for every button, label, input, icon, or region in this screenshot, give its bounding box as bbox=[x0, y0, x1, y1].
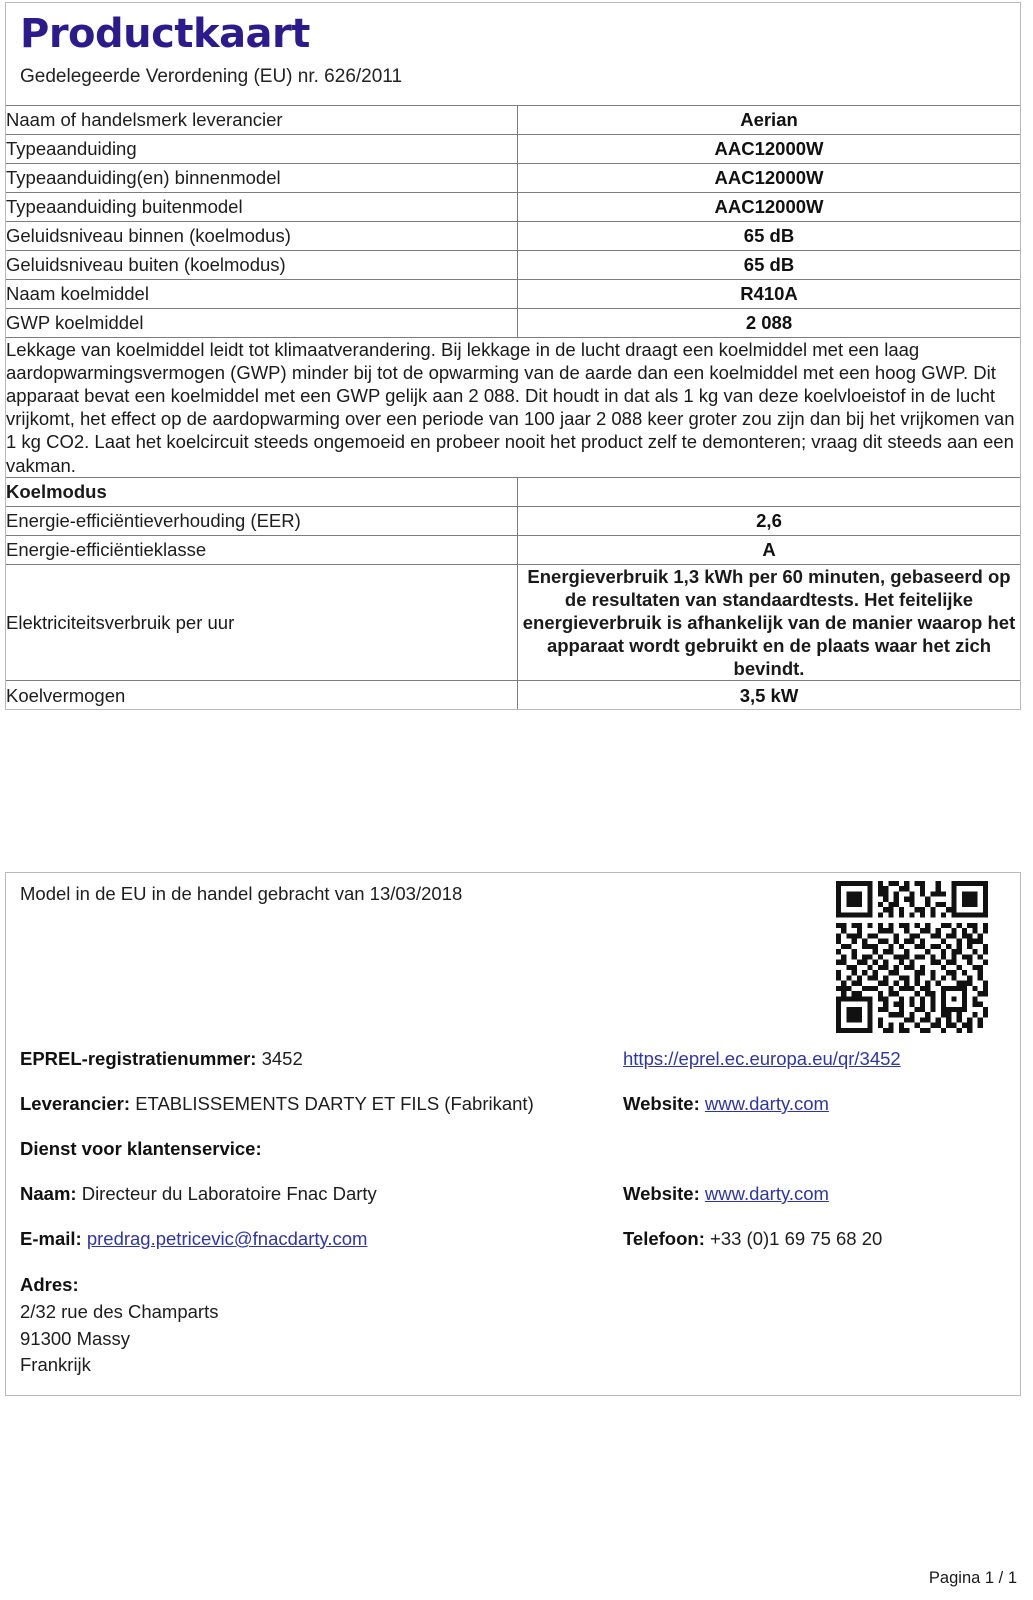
contact-name-row bbox=[6, 1183, 1020, 1228]
spec-label: GWP koelmiddel bbox=[6, 308, 518, 337]
table-row bbox=[6, 564, 1020, 681]
contact-details bbox=[6, 1048, 1020, 1273]
supplier-website-link[interactable]: www.darty.com bbox=[704, 1093, 829, 1114]
consumption-value: Energieverbruik 1,3 kWh per 60 minuten, gebaseerd op de resultaten van standaardtests. Het feitelijke energieverbruik is afhankelijk van de manier waarop het apparaat wordt gebruikt en de plaats waar het zich bevindt. bbox=[518, 564, 1021, 681]
table-row bbox=[6, 535, 1020, 564]
contact-name-value: Directeur du Laboratoire Fnac Darty bbox=[81, 1183, 377, 1204]
spec-value: 2 088 bbox=[518, 308, 1021, 337]
eprel-registration bbox=[20, 1048, 303, 1070]
spec-label: Typeaanduiding buitenmodel bbox=[6, 192, 518, 221]
service-website-link[interactable]: www.darty.com bbox=[704, 1183, 829, 1204]
market-placement-date: Model in de EU in de handel gebracht van 13/03/2018 bbox=[20, 883, 463, 904]
eprel-row bbox=[6, 1048, 1020, 1093]
registration-contact-panel bbox=[5, 872, 1021, 1396]
email-link[interactable]: predrag.petricevic@fnacdarty.com bbox=[86, 1228, 368, 1249]
consumption-label: Elektriciteitsverbruik per uur bbox=[6, 564, 518, 681]
table-row bbox=[6, 308, 1020, 337]
contact-email-row bbox=[6, 1228, 1020, 1273]
address-line-1: 2/32 rue des Champarts bbox=[20, 1301, 219, 1323]
spec-value: AAC12000W bbox=[518, 163, 1021, 192]
contact-name-label: Naam: bbox=[20, 1183, 77, 1204]
customer-service-title: Dienst voor klantenservice: bbox=[20, 1138, 262, 1159]
energy-class-value: A bbox=[518, 535, 1021, 564]
document-subtitle: Gedelegeerde Verordening (EU) nr. 626/2011 bbox=[20, 66, 403, 88]
specification-table bbox=[6, 105, 1020, 709]
eprel-value: 3452 bbox=[261, 1048, 303, 1069]
eprel-label: EPREL-registratienummer: bbox=[20, 1048, 257, 1069]
customer-service-heading-row bbox=[6, 1138, 1020, 1183]
eprel-url-wrap bbox=[623, 1048, 901, 1070]
cooling-section-header-row bbox=[6, 477, 1020, 506]
table-row bbox=[6, 221, 1020, 250]
customer-service-title-wrap bbox=[20, 1138, 262, 1160]
spec-value: 65 dB bbox=[518, 250, 1021, 279]
eprel-url-link[interactable]: https://eprel.ec.europa.eu/qr/3452 bbox=[623, 1048, 901, 1069]
table-row bbox=[6, 163, 1020, 192]
spec-label: Naam koelmiddel bbox=[6, 279, 518, 308]
spec-value: R410A bbox=[518, 279, 1021, 308]
spec-value: 65 dB bbox=[518, 221, 1021, 250]
spec-value: AAC12000W bbox=[518, 192, 1021, 221]
table-row bbox=[6, 681, 1020, 710]
contact-email bbox=[20, 1228, 367, 1250]
page-title: Productkaart bbox=[20, 11, 310, 57]
supplier-info bbox=[20, 1093, 534, 1115]
page-indicator: Pagina 1 / 1 bbox=[928, 1569, 1017, 1587]
table-row bbox=[6, 506, 1020, 535]
capacity-value: 3,5 kW bbox=[518, 681, 1021, 710]
capacity-label: Koelvermogen bbox=[6, 681, 518, 710]
contact-phone bbox=[623, 1228, 882, 1250]
address-line-3: Frankrijk bbox=[20, 1353, 91, 1375]
energy-class-label: Energie-efficiëntieklasse bbox=[6, 535, 518, 564]
postal-address bbox=[20, 1272, 218, 1378]
email-label: E-mail: bbox=[20, 1228, 82, 1249]
cooling-section-blank bbox=[518, 477, 1021, 506]
table-row bbox=[6, 250, 1020, 279]
spec-value: AAC12000W bbox=[518, 134, 1021, 163]
table-row bbox=[6, 134, 1020, 163]
spec-label: Typeaanduiding bbox=[6, 134, 518, 163]
phone-label: Telefoon: bbox=[623, 1228, 705, 1249]
supplier-value: ETABLISSEMENTS DARTY ET FILS (Fabrikant) bbox=[135, 1093, 534, 1114]
address-label: Adres: bbox=[20, 1274, 79, 1295]
address-line-2: 91300 Massy bbox=[20, 1327, 131, 1349]
refrigerant-notice-row bbox=[6, 337, 1020, 477]
contact-name bbox=[20, 1183, 377, 1205]
cooling-section-title: Koelmodus bbox=[6, 477, 518, 506]
service-website bbox=[623, 1183, 829, 1205]
spec-label: Typeaanduiding(en) binnenmodel bbox=[6, 163, 518, 192]
eer-value: 2,6 bbox=[518, 506, 1021, 535]
table-row bbox=[6, 279, 1020, 308]
document-header bbox=[6, 3, 1020, 105]
service-website-label: Website: bbox=[623, 1183, 700, 1204]
supplier-website bbox=[623, 1093, 829, 1115]
eer-label: Energie-efficiëntieverhouding (EER) bbox=[6, 506, 518, 535]
phone-value: +33 (0)1 69 75 68 20 bbox=[710, 1228, 883, 1249]
spec-label: Geluidsniveau binnen (koelmodus) bbox=[6, 221, 518, 250]
supplier-label: Leverancier: bbox=[20, 1093, 131, 1114]
table-row bbox=[6, 105, 1020, 134]
specification-panel bbox=[5, 2, 1021, 710]
spec-value: Aerian bbox=[518, 105, 1021, 134]
qr-code-icon bbox=[836, 881, 988, 1033]
spec-label: Naam of handelsmerk leverancier bbox=[6, 105, 518, 134]
spec-label: Geluidsniveau buiten (koelmodus) bbox=[6, 250, 518, 279]
refrigerant-notice-text: Lekkage van koelmiddel leidt tot klimaatverandering. Bij lekkage in de lucht draagt een koelmiddel met een laag aardopwarmingsvermogen (GWP) minder bij tot de opwarming van de aarde dan een koelmiddel met een hoog GWP. Dit apparaat bevat een koelmiddel met een GWP gelijk aan 2 088. Dit houdt in dat als 1 kg van deze koelvloeistof in de lucht vrijkomt, het effect op de aardopwarming over een periode van 100 jaar 2 088 keer groter zou zijn dan bij het vrijkomen van 1 kg CO2. Laat het koelcircuit steeds ongemoeid en probeer nooit het product zelf te demonteren; vraag dit steeds aan een vakman. bbox=[6, 337, 1020, 477]
table-row bbox=[6, 192, 1020, 221]
supplier-website-label: Website: bbox=[623, 1093, 700, 1114]
supplier-row bbox=[6, 1093, 1020, 1138]
